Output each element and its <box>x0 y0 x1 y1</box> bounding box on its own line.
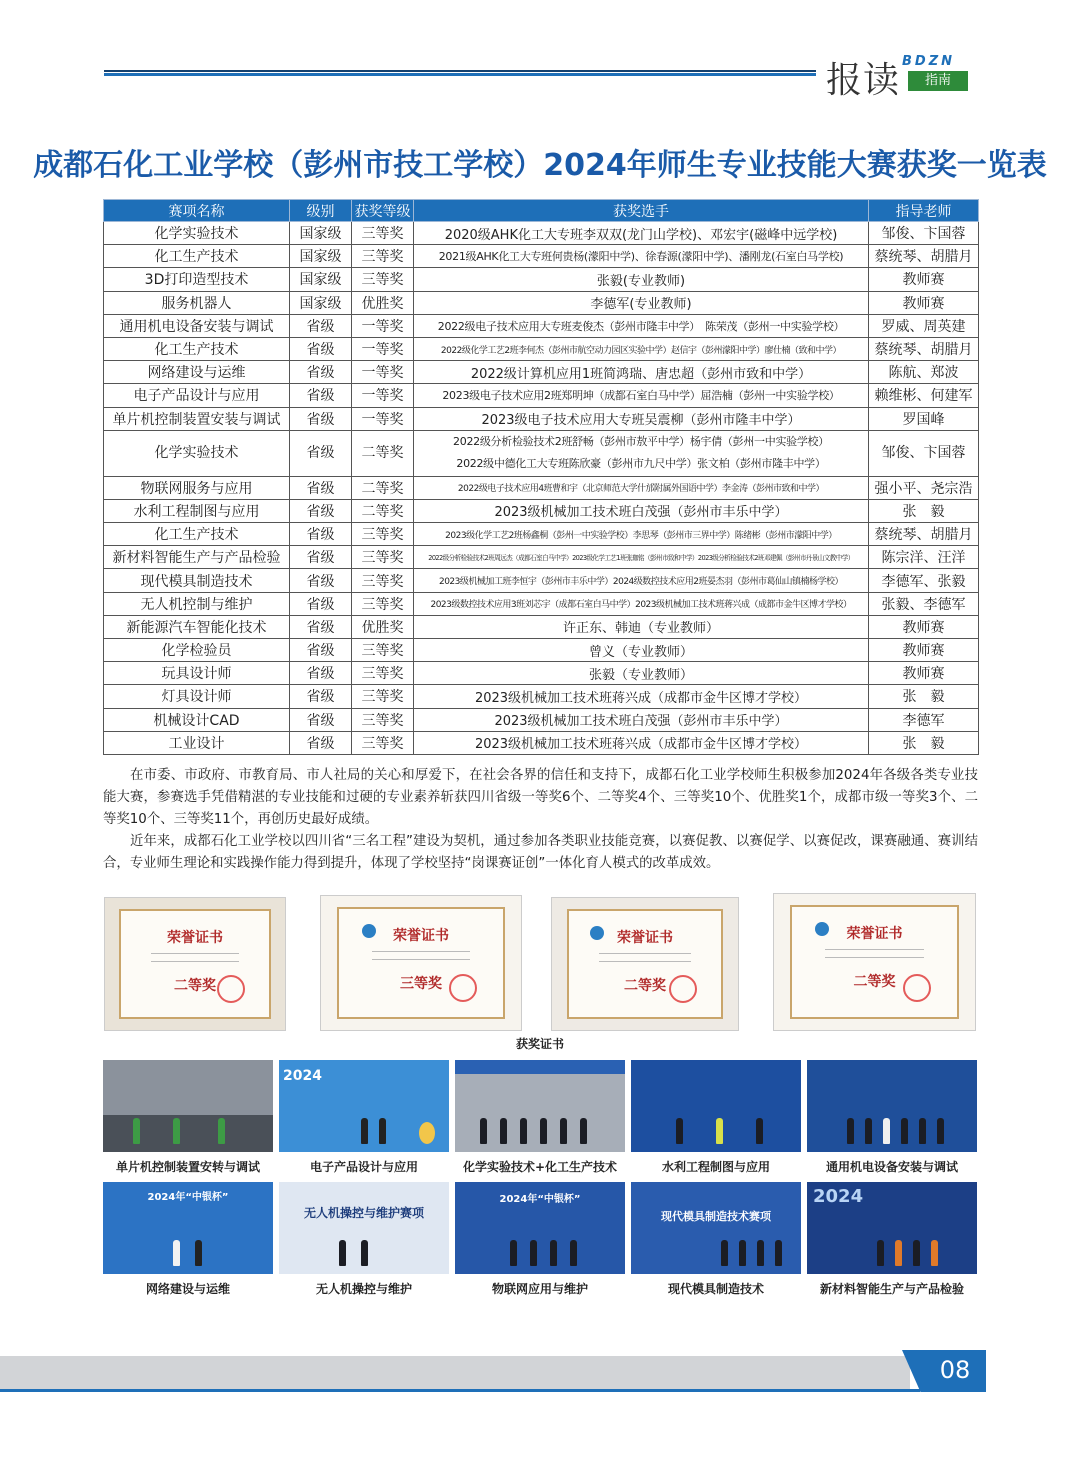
header-rule-dark <box>104 70 816 72</box>
cell-winners: 2023级数控技术应用3班刘芯宇（成都石室白马中学）2023级机械加工技术班蒋兴成（成都市金牛区博才学校） <box>414 592 869 615</box>
brand-main-text: 报读 <box>826 60 901 101</box>
footer-band <box>0 1356 910 1390</box>
page-title: 成都石化工业学校（彭州市技工学校）2024年师生专业技能大赛获奖一览表 <box>33 148 1047 183</box>
cell-teacher: 陈宗洋、汪洋 <box>869 546 979 569</box>
table-row <box>104 499 979 522</box>
person-figure <box>173 1240 180 1266</box>
certificate-text-line <box>151 961 239 962</box>
table-row <box>104 222 979 245</box>
banner-text: 无人机操控与维护赛项 <box>303 1206 424 1220</box>
person-figure <box>195 1240 202 1266</box>
certificate-title: 荣誉证书 <box>393 927 449 944</box>
table-row <box>104 314 979 337</box>
table-row <box>104 476 979 499</box>
person-figure <box>560 1118 567 1144</box>
cell-teacher: 强小平、尧宗浩 <box>869 476 979 499</box>
cell-event: 现代模具制造技术 <box>104 569 290 592</box>
article-body <box>103 765 978 875</box>
cell-teacher: 教师赛 <box>869 662 979 685</box>
person-figure <box>676 1118 683 1144</box>
cell-level: 省级 <box>290 476 352 499</box>
person-figure <box>913 1240 920 1266</box>
cell-event: 服务机器人 <box>104 291 290 314</box>
photo-caption: 通用机电设备安装与调试 <box>825 1160 958 1174</box>
cell-award: 三等奖 <box>352 245 414 268</box>
banner-strip <box>455 1060 625 1074</box>
person-figure <box>721 1240 728 1266</box>
cell-winners: 2023级电子技术应用2班郑明坤（成都石室白马中学）屈浩楠（彭州一中实验学校） <box>414 384 869 407</box>
event-photo <box>631 1182 801 1274</box>
person-figure <box>847 1118 854 1144</box>
cell-level: 省级 <box>290 662 352 685</box>
certificate-photo <box>104 897 286 1031</box>
cell-level: 省级 <box>290 569 352 592</box>
person-figure <box>937 1118 944 1144</box>
cell-teacher: 蔡统琴、胡腊月 <box>869 245 979 268</box>
cell-teacher: 蔡统琴、胡腊月 <box>869 523 979 546</box>
cell-event: 网络建设与运维 <box>104 361 290 384</box>
table-row <box>104 268 979 291</box>
paragraph: 近年来，成都石化工业学校以四川省“三名工程”建设为契机，通过参加各类职业技能竞赛，以赛促教、以赛促学、以赛促改，课赛融通、赛训结合，专业师生理论和实践操作能力得到提升，体现了学校坚持“岗课赛证创”一体化育人模式的改革成效。 <box>103 834 978 871</box>
cell-winners: 李德军(专业教师) <box>414 291 869 314</box>
header-rule <box>104 73 816 76</box>
event-photo <box>279 1060 449 1152</box>
person-figure <box>775 1240 782 1266</box>
person-figure <box>361 1118 368 1144</box>
cell-event: 通用机电设备安装与调试 <box>104 314 290 337</box>
page-number: 08 <box>939 1356 971 1384</box>
certificate-photo <box>320 895 522 1031</box>
cell-level: 省级 <box>290 731 352 754</box>
event-photo <box>631 1060 801 1152</box>
person-figure <box>500 1118 507 1144</box>
cell-teacher: 赖维彬、何建军 <box>869 384 979 407</box>
photo-caption: 单片机控制装置安转与调试 <box>115 1160 260 1174</box>
cell-award: 二等奖 <box>352 499 414 522</box>
table-row <box>104 337 979 360</box>
event-photo <box>279 1182 449 1274</box>
cell-teacher: 张毅、李德军 <box>869 592 979 615</box>
cell-winners: 2023级机械加工技术班白茂强（彭州市丰乐中学） <box>414 499 869 522</box>
cell-event: 化学检验员 <box>104 639 290 662</box>
cell-award: 一等奖 <box>352 407 414 430</box>
banner-text: 2024 <box>813 1186 864 1207</box>
cell-event: 无人机控制与维护 <box>104 592 290 615</box>
cell-winners: 2022级化学工艺2班李何杰（彭州市航空动力园区实验中学）赵信宇（彭州濛阳中学）廖仕楠（致和中学） <box>414 337 869 360</box>
certificate-text-line <box>372 959 470 960</box>
cell-winners: 许正东、韩迪（专业教师） <box>414 615 869 638</box>
cell-level: 国家级 <box>290 268 352 291</box>
person-figure <box>883 1118 890 1144</box>
cell-winners: 张毅(专业教师) <box>414 268 869 291</box>
table-row <box>104 592 979 615</box>
certificate-title: 荣誉证书 <box>167 929 223 946</box>
photo-caption: 网络建设与运维 <box>145 1282 230 1296</box>
cell-winners: 2023级机械加工班李恒宇（彭州市丰乐中学）2024级数控技术应用2班晏杰羽（彭州市葛仙山镇楠杨学校） <box>414 569 869 592</box>
cell-level: 省级 <box>290 639 352 662</box>
event-photo <box>807 1182 977 1274</box>
cell-award: 三等奖 <box>352 708 414 731</box>
col-header-teacher: 指导老师 <box>869 200 979 222</box>
cell-award: 三等奖 <box>352 523 414 546</box>
table-header-row <box>104 200 979 222</box>
cell-event: 新能源汽车智能化技术 <box>104 615 290 638</box>
photo-caption: 新材料智能生产与产品检验 <box>819 1282 964 1296</box>
event-photo <box>455 1182 625 1274</box>
photo-caption: 物联网应用与维护 <box>491 1282 588 1296</box>
col-header-award: 获奖等级 <box>352 200 414 222</box>
certificate-text-line <box>599 953 690 954</box>
seal-icon <box>669 975 697 1003</box>
photo-caption: 水利工程制图与应用 <box>661 1160 770 1174</box>
cell-event: 单片机控制装置安装与调试 <box>104 407 290 430</box>
cell-award: 三等奖 <box>352 639 414 662</box>
certificate-frame <box>567 909 723 1020</box>
person-figure <box>133 1118 140 1144</box>
cell-event: 新材料智能生产与产品检验 <box>104 546 290 569</box>
cell-event: 化学实验技术 <box>104 430 290 476</box>
table-row <box>104 361 979 384</box>
photo-caption: 现代模具制造技术 <box>667 1282 764 1296</box>
cell-level: 省级 <box>290 523 352 546</box>
person-figure <box>901 1118 908 1144</box>
banner-text: 2024年“中银杯” <box>499 1194 581 1205</box>
awards-table <box>103 199 979 755</box>
cell-winners: 2022级计算机应用1班简鸿瑞、唐忠超（彭州市致和中学） <box>414 361 869 384</box>
person-figure <box>520 1118 527 1144</box>
photo-caption: 无人机操控与维护 <box>315 1282 412 1296</box>
cell-teacher: 邹俊、卞国蓉 <box>869 222 979 245</box>
table-row <box>104 523 979 546</box>
photo-caption: 电子产品设计与应用 <box>309 1160 418 1174</box>
certificates-caption: 获奖证书 <box>515 1037 564 1051</box>
table-row <box>104 639 979 662</box>
cell-event: 物联网服务与应用 <box>104 476 290 499</box>
cell-winners: 2021级AHK化工大专班何贵杨(濛阳中学)、徐春源(濛阳中学)、潘刚龙(石室白马学校) <box>414 245 869 268</box>
table-row <box>104 430 979 476</box>
cell-award: 三等奖 <box>352 731 414 754</box>
person-figure <box>530 1240 537 1266</box>
cell-level: 省级 <box>290 708 352 731</box>
table-row <box>104 731 979 754</box>
person-figure <box>379 1118 386 1144</box>
certificate-rank: 二等奖 <box>624 977 666 994</box>
cell-award: 一等奖 <box>352 384 414 407</box>
cell-winners: 2022级电子技术应用大专班麦俊杰（彭州市隆丰中学） 陈荣茂（彭州一中实验学校） <box>414 314 869 337</box>
cell-level: 省级 <box>290 314 352 337</box>
person-figure <box>865 1118 872 1144</box>
cell-award: 二等奖 <box>352 430 414 476</box>
cell-level: 省级 <box>290 499 352 522</box>
certificate-frame <box>337 907 505 1020</box>
person-figure <box>339 1240 346 1266</box>
cell-award: 一等奖 <box>352 361 414 384</box>
cell-award: 优胜奖 <box>352 615 414 638</box>
photo-background <box>103 1060 273 1115</box>
cell-award: 优胜奖 <box>352 291 414 314</box>
person-figure <box>756 1118 763 1144</box>
certificate-frame <box>790 905 959 1019</box>
person-figure <box>757 1240 764 1266</box>
seal-icon <box>903 974 931 1002</box>
cell-level: 省级 <box>290 407 352 430</box>
person-figure <box>570 1240 577 1266</box>
person-figure <box>739 1240 746 1266</box>
table-row <box>104 685 979 708</box>
cell-teacher: 教师赛 <box>869 291 979 314</box>
cell-event: 化学实验技术 <box>104 222 290 245</box>
person-figure <box>173 1118 180 1144</box>
person-figure <box>480 1118 487 1144</box>
cell-award: 三等奖 <box>352 685 414 708</box>
certificate-rank: 二等奖 <box>853 973 896 990</box>
certificate-photo <box>773 893 976 1031</box>
cell-teacher: 邹俊、卞国蓉 <box>869 430 979 476</box>
cell-event: 工业设计 <box>104 731 290 754</box>
cell-winners: 2023级机械加工技术班白茂强（彭州市丰乐中学） <box>414 708 869 731</box>
cell-event: 化工生产技术 <box>104 337 290 360</box>
banner-text: 2024年“中银杯” <box>147 1192 229 1203</box>
certificate-text-line <box>372 951 470 952</box>
person-figure <box>716 1118 723 1144</box>
event-photo <box>455 1060 625 1152</box>
cell-level: 国家级 <box>290 291 352 314</box>
person-figure <box>580 1118 587 1144</box>
cell-award: 二等奖 <box>352 476 414 499</box>
cell-event: 化工生产技术 <box>104 523 290 546</box>
table-row <box>104 291 979 314</box>
cell-teacher: 教师赛 <box>869 615 979 638</box>
cell-teacher: 李德军 <box>869 708 979 731</box>
certificate-text-line <box>599 961 690 962</box>
cell-teacher: 陈航、郑波 <box>869 361 979 384</box>
event-photo <box>103 1060 273 1152</box>
person-figure <box>540 1118 547 1144</box>
mascot-figure <box>419 1122 435 1144</box>
cell-winners: 曾义（专业教师） <box>414 639 869 662</box>
cell-winners: 2023级化学工艺2班杨鑫桐（彭州一中实验学校）李思琴（彭州市三界中学）陈绪彬（彭州市濛阳中学） <box>414 523 869 546</box>
seal-icon <box>449 974 477 1002</box>
cell-winners: 2023级电子技术应用大专班吴震柳（彭州市隆丰中学） <box>414 407 869 430</box>
cell-level: 省级 <box>290 546 352 569</box>
event-photo <box>103 1182 273 1274</box>
cell-teacher: 蔡统琴、胡腊月 <box>869 337 979 360</box>
cell-level: 省级 <box>290 615 352 638</box>
cell-winners: 2023级机械加工技术班蒋兴成（成都市金牛区博才学校） <box>414 685 869 708</box>
person-figure <box>361 1240 368 1266</box>
table-row <box>104 708 979 731</box>
certificate-text-line <box>825 957 924 958</box>
brand-sub-text: 指南 <box>908 71 968 91</box>
cell-event: 化工生产技术 <box>104 245 290 268</box>
person-figure <box>895 1240 902 1266</box>
person-figure <box>218 1118 225 1144</box>
footer-rule <box>0 1389 920 1392</box>
event-photo <box>807 1060 977 1152</box>
cell-event: 灯具设计师 <box>104 685 290 708</box>
certificate-text-line <box>151 953 239 954</box>
cell-award: 三等奖 <box>352 662 414 685</box>
cell-award: 三等奖 <box>352 569 414 592</box>
certificate-rank: 三等奖 <box>400 975 442 992</box>
col-header-level: 级别 <box>290 200 352 222</box>
person-figure <box>550 1240 557 1266</box>
certificate-title: 荣誉证书 <box>617 929 673 946</box>
cell-event: 3D打印造型技术 <box>104 268 290 291</box>
cell-teacher: 张 毅 <box>869 685 979 708</box>
cell-winners: 2020级AHK化工大专班李双双(龙门山学校)、邓宏宇(磁峰中远学校) <box>414 222 869 245</box>
person-figure <box>931 1240 938 1266</box>
photo-floor <box>103 1115 273 1152</box>
col-header-winners: 获奖选手 <box>414 200 869 222</box>
certificate-title: 荣誉证书 <box>846 925 903 942</box>
banner-text: 2024 <box>283 1068 322 1084</box>
cell-winners-line: 2022级分析检验技术2班舒畅（彭州市敖平中学）杨宇倩（彭州一中实验学校） <box>453 435 829 449</box>
cell-level: 省级 <box>290 384 352 407</box>
table-row <box>104 546 979 569</box>
paragraph: 在市委、市政府、市教育局、市人社局的关心和厚爱下，在社会各界的信任和支持下，成都石化工业学校师生积极参加2024年各级各类专业技能大赛，参赛选手凭借精湛的专业技能和过硬的专业素养斩获四川省级一等奖6个、二等奖4个、三等奖10个、优胜奖1个，成都市级一等奖3个、二等奖10个、三等奖11个，再创历史最好成绩。 <box>103 768 978 827</box>
person-figure <box>877 1240 884 1266</box>
table-row <box>104 662 979 685</box>
cell-event: 水利工程制图与应用 <box>104 499 290 522</box>
cell-level: 省级 <box>290 592 352 615</box>
cell-level: 国家级 <box>290 245 352 268</box>
cell-teacher: 李德军、张毅 <box>869 569 979 592</box>
banner-text: 现代模具制造技术赛项 <box>661 1210 771 1223</box>
brand-logo <box>826 52 986 101</box>
brand-en-text: BDZN <box>902 54 956 69</box>
cell-level: 省级 <box>290 430 352 476</box>
cell-level: 国家级 <box>290 222 352 245</box>
cell-teacher: 张 毅 <box>869 499 979 522</box>
cell-winners: 2022级分析检验技术2班周远杰（成都石室白马中学）2023级化学工艺1班张珈铭（彭州市致和中学）2023级分析检验技术2班邓建佩（彭州市丹景山文教中学） <box>414 546 869 569</box>
cell-event: 电子产品设计与应用 <box>104 384 290 407</box>
cell-winners: 2022级电子技术应用4班曹和宇（北京师范大学什邡附属外国语中学）李金涛（彭州市致和中学） <box>414 476 869 499</box>
cell-award: 三等奖 <box>352 268 414 291</box>
cell-level: 省级 <box>290 361 352 384</box>
cell-winners: 张毅（专业教师） <box>414 662 869 685</box>
cell-teacher: 罗国峰 <box>869 407 979 430</box>
person-figure <box>919 1118 926 1144</box>
cell-event: 机械设计CAD <box>104 708 290 731</box>
cell-teacher: 教师赛 <box>869 268 979 291</box>
certificate-text-line <box>825 949 924 950</box>
table-row <box>104 569 979 592</box>
cell-teacher: 罗威、周英建 <box>869 314 979 337</box>
cell-award: 三等奖 <box>352 592 414 615</box>
col-header-event: 赛项名称 <box>104 200 290 222</box>
cell-award: 三等奖 <box>352 222 414 245</box>
certificate-rank: 二等奖 <box>174 977 216 994</box>
cell-award: 一等奖 <box>352 337 414 360</box>
photo-background <box>807 1060 977 1152</box>
cell-teacher: 教师赛 <box>869 639 979 662</box>
table-row <box>104 384 979 407</box>
certificate-frame <box>119 909 270 1020</box>
cell-award: 一等奖 <box>352 314 414 337</box>
certificate-photo <box>551 897 739 1031</box>
cell-level: 省级 <box>290 337 352 360</box>
photo-caption: 化学实验技术+化工生产技术 <box>462 1160 618 1174</box>
seal-icon <box>217 975 245 1003</box>
table-row <box>104 245 979 268</box>
cell-teacher: 张 毅 <box>869 731 979 754</box>
cell-event: 玩具设计师 <box>104 662 290 685</box>
cell-winners <box>414 430 869 476</box>
table-row <box>104 407 979 430</box>
cell-award: 三等奖 <box>352 546 414 569</box>
cell-level: 省级 <box>290 685 352 708</box>
person-figure <box>510 1240 517 1266</box>
cell-winners: 2023级机械加工技术班蒋兴成（成都市金牛区博才学校） <box>414 731 869 754</box>
cell-winners-line: 2022级中德化工大专班陈欣豪（彭州市九尺中学）张文柏（彭州市隆丰中学） <box>456 457 826 471</box>
table-row <box>104 615 979 638</box>
